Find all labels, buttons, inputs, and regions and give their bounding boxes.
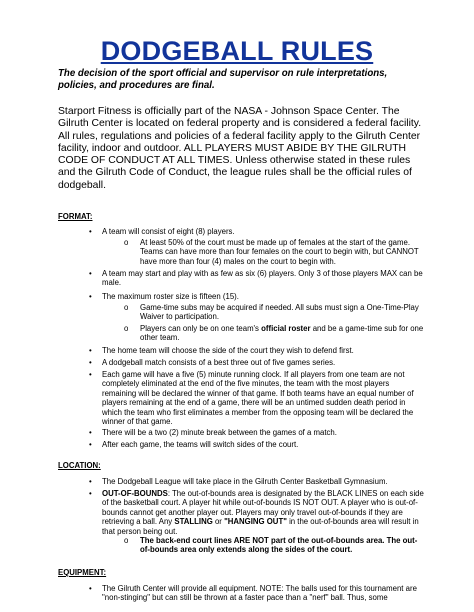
bullet-icon: • <box>89 428 92 437</box>
format-sub-item <box>140 324 424 343</box>
format-item: There will be a two (2) minute break between the games of a match. <box>102 428 337 437</box>
bullet-icon: • <box>89 269 92 278</box>
oob-text-b: in the out-of-bounds area will result in that person being out. <box>102 517 419 536</box>
bullet-icon: • <box>89 489 92 498</box>
location-item <box>102 489 424 536</box>
bullet-icon: • <box>89 346 92 355</box>
bullet-icon: • <box>89 292 92 301</box>
format-sub-item: At least 50% of the court must be made up of females at the start of the game. Teams can have more than four females on the court to begin with, but CANNOT have more than four (4) males on the court to begin with. <box>140 238 419 266</box>
roster-text-a: Players can only be on one team's <box>140 324 262 333</box>
equipment-heading: EQUIPMENT: <box>58 568 107 577</box>
equipment-item: The Gilruth Center will provide all equipment. NOTE: The balls used for this tournament are "non-stinging" but can still be thrown at a faster pace than a "nerf" ball. Thus, some <box>102 584 417 603</box>
location-sub-note: The back-end court lines ARE NOT part of the out-of-bounds area. The out-of-bounds area only extends along the sides of the court. <box>140 536 418 555</box>
roster-text-bold: official roster <box>261 324 311 333</box>
format-heading: FORMAT: <box>58 212 93 221</box>
sub-bullet-icon: o <box>124 324 129 333</box>
format-item: After each game, the teams will switch sides of the court. <box>102 440 299 449</box>
format-item: Each game will have a five (5) minute running clock. If all players from one team are not completely eliminated at the end of the five minutes, the team with the most players remaining will be declared the winner of that game. If both teams have an equal number of players remaining at the end of a game, there will be an untimed sudden death period in which the team who first eliminates a member from the opposing team will be declared the winner of that game. <box>102 370 414 427</box>
bullet-icon: • <box>89 358 92 367</box>
roster-text-b: and be a game-time sub for one other team. <box>140 324 424 343</box>
bullet-icon: • <box>89 370 92 379</box>
format-item: The home team will choose the side of the court they wish to defend first. <box>102 346 354 355</box>
location-heading: LOCATION: <box>58 461 101 470</box>
oob-stalling: STALLING <box>174 517 213 527</box>
oob-or: or <box>212 517 225 527</box>
oob-text-a: : The out-of-bounds area is designated by the BLACK LINES on each side of the basketball court. A player hit while out-of-bounds IS NOT OUT. A player who is out-of-bounds cannot get another player out. Players may only travel out-of-bounds if they are retrieving a ball. Any <box>102 489 424 527</box>
format-item: The maximum roster size is fifteen (15). <box>102 292 239 301</box>
sub-bullet-icon: o <box>124 303 129 312</box>
bullet-icon: • <box>89 440 92 449</box>
sub-bullet-icon: o <box>124 238 129 247</box>
format-sub-item: Game-time subs may be acquired if needed. All subs must sign a One-Time-Play Waiver to participation. <box>140 303 419 322</box>
document-title: DODGEBALL RULES <box>100 36 374 66</box>
format-item: A dodgeball match consists of a best three out of five games series. <box>102 358 336 367</box>
format-item: A team may start and play with as few as six (6) players. Only 3 of those players MAX can be male. <box>102 269 423 288</box>
location-item: The Dodgeball League will take place in the Gilruth Center Basketball Gymnasium. <box>102 477 388 486</box>
format-item: A team will consist of eight (8) players. <box>102 227 235 236</box>
bullet-icon: • <box>89 584 92 593</box>
document-subtitle: The decision of the sport official and supervisor on rule interpretations, policies, and procedures are final. <box>58 68 388 91</box>
bullet-icon: • <box>89 477 92 486</box>
sub-bullet-icon: o <box>124 536 129 545</box>
oob-hanging: "HANGING OUT" <box>224 517 287 527</box>
oob-label: OUT-OF-BOUNDS <box>102 489 168 498</box>
intro-paragraph: Starport Fitness is officially part of the NASA - Johnson Space Center. The Gilruth Center is located on federal property and is considered a federal facility. All rules, regulations and policies of a federal facility apply to the Gilruth Center facility, indoor and outdoor. ALL PLAYERS MUST ABIDE BY THE GILRUTH CODE OF CONDUCT AT ALL TIMES. Unless otherwise stated in these rules and the Gilruth Code of Conduct, the league rules shall be the official rules of dodgeball. <box>58 106 422 191</box>
bullet-icon: • <box>89 227 92 236</box>
